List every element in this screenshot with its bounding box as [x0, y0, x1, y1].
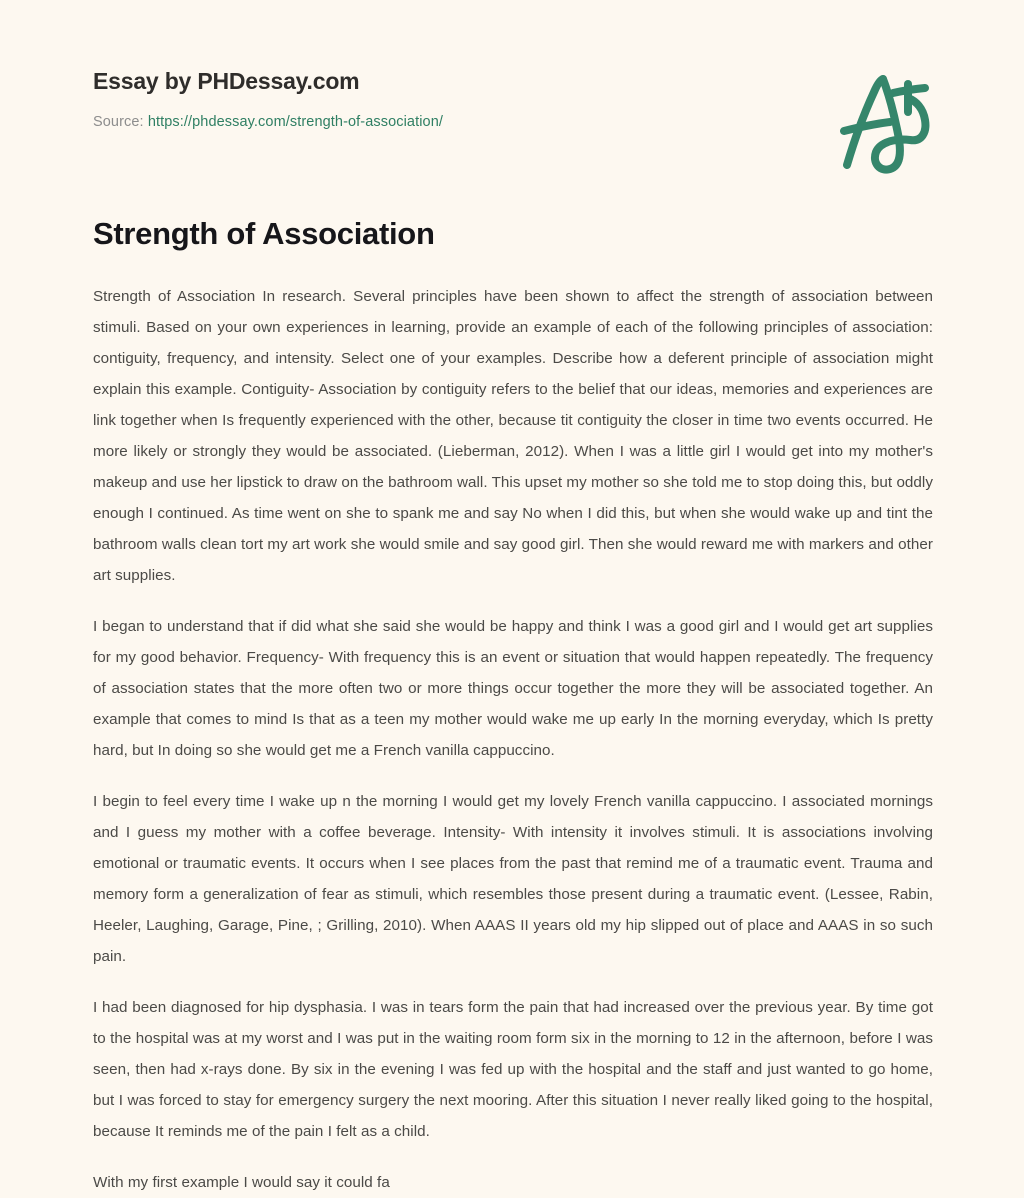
- essay-paragraph-truncated: With my first example I would say it could fa: [93, 1174, 390, 1191]
- source-line: [93, 112, 944, 132]
- page-header: [93, 66, 944, 132]
- source-url-link[interactable]: https://phdessay.com/strength-of-association/: [147, 114, 443, 130]
- brand-title: Essay by PHDessay.com: [93, 68, 360, 94]
- essay-paragraph: Strength of Association In research. Several principles have been shown to affect the strength of association between stimuli. Based on your own experiences in learning, provide an example of each of the following principles of association: contiguity, frequency, and intensity. Select one of your examples. Describe how a deferent principle of association might explain this example. Contiguity- Association by contiguity refers to the belief that our ideas, memories and experiences are link together when Is frequently experienced with the other, because tit contiguity the closer in time two events occurred. He more likely or strongly they would be associated. (Lieberman, 2012). When I was a little girl I would get into my mother's makeup and use her lipstick to draw on the bathroom wall. This upset my mother so she told me to stop doing this, but oddly enough I continued. As time went on she to spank me and say No when I did this, but when she would wake up and tint the bathroom walls clean tort my art work she would smile and say good girl. Then she would reward me with markers and other art supplies.: [93, 288, 933, 584]
- essay-paragraph: I begin to feel every time I wake up n the morning I would get my lovely French vanilla cappuccino. I associated mornings and I guess my mother with a coffee beverage. Intensity- With intensity it involves stimuli. It is associations involving emotional or traumatic events. It occurs when I see places from the past that remind me of a traumatic event. Trauma and memory form a generalization of fear as stimuli, which resembles those present during a traumatic event. (Lessee, Rabin, Heeler, Laughing, Garage, Pine, ; Grilling, 2010). When AAAS II years old my hip slipped out of place and AAAS in so such pain.: [93, 793, 933, 965]
- essay-paragraph: I had been diagnosed for hip dysphasia. I was in tears form the pain that had increased over the previous year. By time got to the hospital was at my worst and I was put in the waiting room form six in the morning to 12 in the afternoon, before I was seen, then had x-rays done. By six in the evening I was fed up with the hospital and the staff and just wanted to go home, but I was forced to stay for emergency surgery the next mooring. After this situation I never really liked going to the hospital, because It reminds me of the pain I felt as a child.: [93, 999, 933, 1140]
- a-plus-logo: [830, 62, 940, 182]
- source-label: Source:: [93, 114, 144, 130]
- page-title: Strength of Association: [93, 216, 435, 251]
- a-plus-logo-icon: [830, 62, 940, 182]
- essay-body: [93, 281, 933, 1198]
- essay-paragraph: I began to understand that if did what she said she would be happy and think I was a good girl and I would get art supplies for my good behavior. Frequency- With frequency this is an event or situation that would happen repeatedly. The frequency of association states that the more often two or more things occur together the more they will be associated together. An example that comes to mind Is that as a teen my mother would wake me up early In the morning everyday, which Is pretty hard, but In doing so she would get me a French vanilla cappuccino.: [93, 618, 933, 759]
